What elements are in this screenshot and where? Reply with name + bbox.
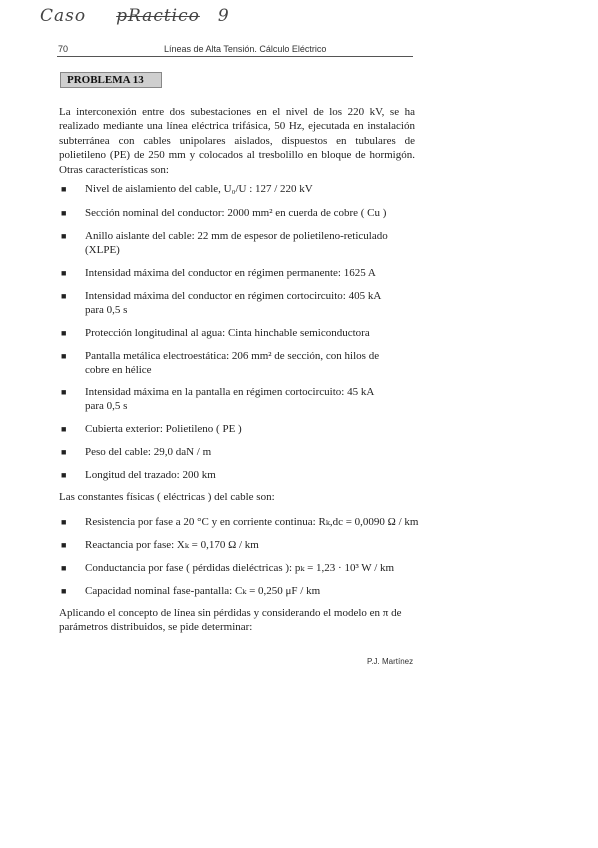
bullet-icon: ■ bbox=[61, 208, 67, 218]
bullet-icon: ■ bbox=[61, 328, 67, 338]
author-credit: P.J. Martínez bbox=[367, 657, 414, 666]
page-number: 70 bbox=[58, 44, 69, 54]
header-rule bbox=[57, 56, 413, 57]
handwritten-number: 9 bbox=[217, 6, 230, 26]
bullet-icon: ■ bbox=[61, 517, 67, 527]
bullet-icon: ■ bbox=[61, 563, 67, 573]
list-item-text: Longitud del trazado: 200 km bbox=[85, 469, 216, 481]
handwritten-word-caso: Caso bbox=[40, 6, 87, 26]
problem-intro: La interconexión entre dos subestaciones en el nivel de los 220 kV, se ha realizado mediante una línea eléctrica trifásica, 50 Hz, ejecutada en instalación subterránea con cables unipolares aislados, dispuestos en tubulares de polietileno (PE) de 250 mm y colocados al tresbolillo en bloque de hormigón. Otras características son: bbox=[59, 106, 415, 176]
bullet-icon: ■ bbox=[61, 291, 67, 301]
list-item-text: Pantalla metálica electroestática: 206 mm² de sección, con hilos de bbox=[85, 350, 380, 362]
list-item-text: Anillo aislante del cable: 22 mm de espesor de polietileno-reticulado bbox=[85, 230, 388, 242]
list-item-text: Capacidad nominal fase-pantalla: Cₖ = 0,250 μF / km bbox=[85, 585, 321, 597]
list-item-text: Cubierta exterior: Polietileno ( PE ) bbox=[85, 423, 242, 435]
bullet-icon: ■ bbox=[61, 268, 67, 278]
list-item-text-cont: cobre en hélice bbox=[85, 364, 152, 376]
handwritten-word-practico: pRactico bbox=[116, 6, 200, 26]
list-item-text: Reactancia por fase: Xₖ = 0,170 Ω / km bbox=[85, 539, 259, 551]
bullet-icon: ■ bbox=[61, 387, 67, 397]
bullet-icon: ■ bbox=[61, 231, 67, 241]
list-item-text: Resistencia por fase a 20 °C y en corriente continua: Rₖ,dc = 0,0090 Ω / km bbox=[85, 516, 419, 528]
handwritten-note bbox=[40, 6, 230, 26]
bullet-icon: ■ bbox=[61, 184, 67, 194]
list-item-text-cont: para 0,5 s bbox=[85, 304, 128, 316]
list-item-text: Nivel de aislamiento del cable, U₀/U : 127 / 220 kV bbox=[85, 183, 313, 195]
running-title: Líneas de Alta Tensión. Cálculo Eléctrico bbox=[164, 44, 327, 54]
list-item-text: Protección longitudinal al agua: Cinta hinchable semiconductora bbox=[85, 327, 370, 339]
list-item-text: Peso del cable: 29,0 daN / m bbox=[85, 446, 212, 458]
list-item-text: Sección nominal del conductor: 2000 mm² en cuerda de cobre ( Cu ) bbox=[85, 207, 387, 219]
bullet-icon: ■ bbox=[61, 447, 67, 457]
problem-label: PROBLEMA 13 bbox=[60, 72, 162, 88]
bullet-icon: ■ bbox=[61, 351, 67, 361]
list-item-text: Intensidad máxima en la pantalla en régimen cortocircuito: 45 kA bbox=[85, 386, 375, 398]
list-item-text-cont: para 0,5 s bbox=[85, 400, 128, 412]
bullet-icon: ■ bbox=[61, 470, 67, 480]
closing-paragraph: Aplicando el concepto de línea sin pérdidas y considerando el modelo en π de parámetros distribuidos, se pide determinar: bbox=[59, 607, 402, 634]
list-item-text-cont: (XLPE) bbox=[85, 244, 120, 256]
bullet-icon: ■ bbox=[61, 586, 67, 596]
constants-intro: Las constantes físicas ( eléctricas ) del cable son: bbox=[59, 491, 275, 503]
list-item-text: Conductancia por fase ( pérdidas dieléctricas ): pₖ = 1,23 · 10³ W / km bbox=[85, 562, 395, 574]
list-item-text: Intensidad máxima del conductor en régimen permanente: 1625 A bbox=[85, 267, 376, 279]
bullet-icon: ■ bbox=[61, 424, 67, 434]
list-item-text: Intensidad máxima del conductor en régimen cortocircuito: 405 kA bbox=[85, 290, 382, 302]
bullet-icon: ■ bbox=[61, 540, 67, 550]
